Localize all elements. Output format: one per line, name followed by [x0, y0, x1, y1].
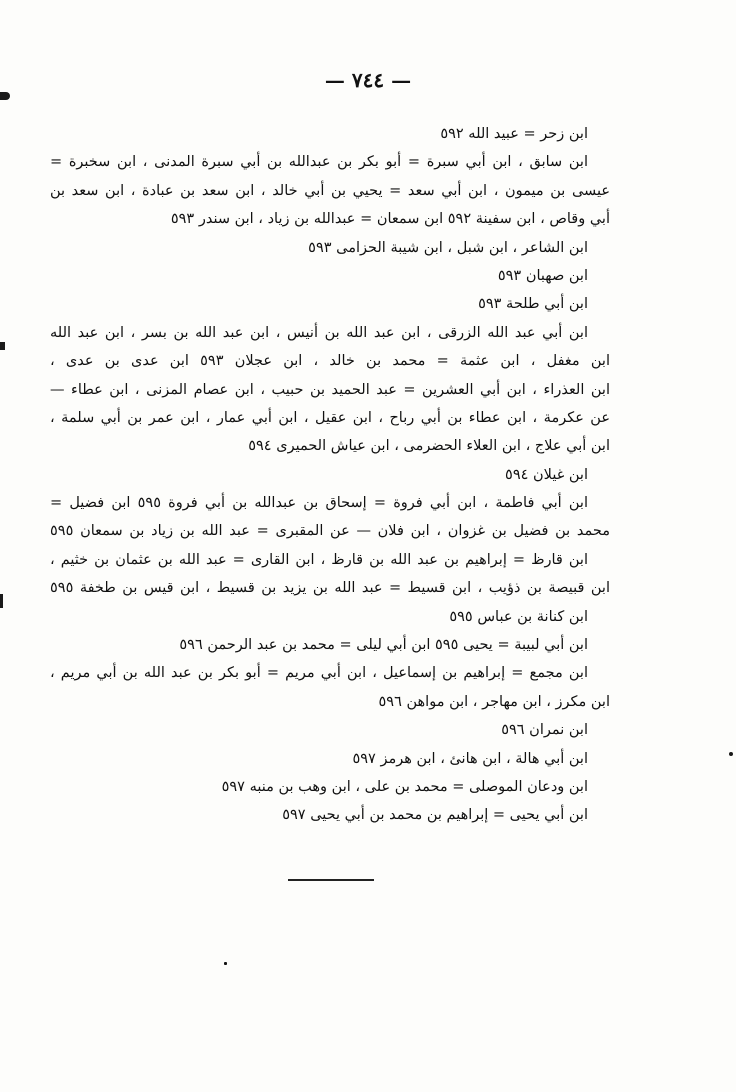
index-line: ابن سابق ، ابن أبي سبرة = أبو بكر بن عبدالله بن أبي سبرة المدنى ، ابن سخبرة =	[50, 154, 588, 171]
index-line: ابن ودعان الموصلى = محمد بن على ، ابن وهب بن منبه ٥٩٧	[221, 778, 588, 795]
index-line: ابن أبي يحيى = إبراهيم بن محمد بن أبي يحيى ٥٩٧	[282, 807, 588, 824]
scan-mark-lower	[0, 594, 3, 608]
index-line: ابن صهبان ٥٩٣	[497, 267, 588, 284]
index-line: ابن غيلان ٥٩٤	[505, 466, 588, 483]
index-line: ابن أبي هالة ، ابن هانئ ، ابن هرمز ٥٩٧	[352, 750, 588, 767]
index-text-block	[50, 120, 610, 830]
index-line: ابن أبي فاطمة ، ابن أبي فروة = إسحاق بن عبدالله بن أبي فروة ٥٩٥ ابن فضيل =	[50, 495, 588, 512]
scan-mark-top	[0, 92, 10, 100]
index-line: ابن أبي علاج ، ابن العلاء الحضرمى ، ابن عياش الحميرى ٥٩٤	[248, 438, 610, 455]
index-line: ابن أبي طلحة ٥٩٣	[478, 296, 588, 313]
end-rule	[288, 879, 374, 881]
index-line: ابن نمران ٥٩٦	[501, 722, 588, 739]
index-line: ابن الشاعر ، ابن شبل ، ابن شيبة الحزامى ٥٩٣	[308, 239, 588, 256]
index-line: ابن مكرز ، ابن مهاجر ، ابن مواهن ٥٩٦	[378, 693, 610, 710]
ink-speck	[224, 962, 227, 965]
index-line: ابن مغفل ، ابن عثمة = محمد بن خالد ، ابن عجلان ٥٩٣ ابن عدى بن عدى ،	[50, 353, 610, 370]
index-line: ابن قارظ = إبراهيم بن عبد الله بن قارظ ، ابن القارى = عبد الله بن عثمان بن خثيم ،	[50, 551, 588, 568]
index-line: ابن العذراء ، ابن أبي العشرين = عبد الحميد بن حبيب ، ابن عصام المزنى ، ابن عطاء —	[50, 381, 610, 398]
index-line: ابن كنانة بن عباس ٥٩٥	[449, 608, 588, 625]
scan-mark-right	[729, 752, 733, 756]
index-line: ابن مجمع = إبراهيم بن إسماعيل ، ابن أبي مريم = أبو بكر بن عبد الله بن أبي مريم ،	[50, 665, 588, 682]
index-line: عن عكرمة ، ابن عطاء بن أبي رباح ، ابن عقيل ، ابن أبي عمار ، ابن عمر بن أبي سلمة ،	[50, 409, 610, 426]
page-number: — ٧٤٤ —	[324, 68, 412, 92]
index-line: عيسى بن ميمون ، ابن أبي سعد = يحيي بن أبي خالد ، ابن سعد بن عبادة ، ابن سعد بن	[50, 182, 610, 199]
index-line: محمد بن فضيل بن غزوان ، ابن فلان — عن المقبرى = عبد الله بن زياد بن سمعان ٥٩٥	[50, 523, 610, 540]
index-line: ابن قبيصة بن ذؤيب ، ابن قسيط = عبد الله بن يزيد بن قسيط ، ابن قيس بن طخفة ٥٩٥	[50, 580, 610, 597]
index-line: ابن أبي عبد الله الزرقى ، ابن عبد الله بن أنيس ، ابن عبد الله بن بسر ، ابن عبد الله	[50, 324, 588, 341]
scan-mark-middle	[0, 342, 5, 350]
index-line: أبي وقاص ، ابن سفينة ٥٩٢ ابن سمعان = عبدالله بن زياد ، ابن سندر ٥٩٣	[170, 211, 610, 228]
index-line: ابن زحر = عبيد الله ٥٩٢	[440, 126, 588, 142]
index-line: ابن أبي لبيبة = يحيى ٥٩٥ ابن أبي ليلى = محمد بن عبد الرحمن ٥٩٦	[179, 637, 588, 654]
